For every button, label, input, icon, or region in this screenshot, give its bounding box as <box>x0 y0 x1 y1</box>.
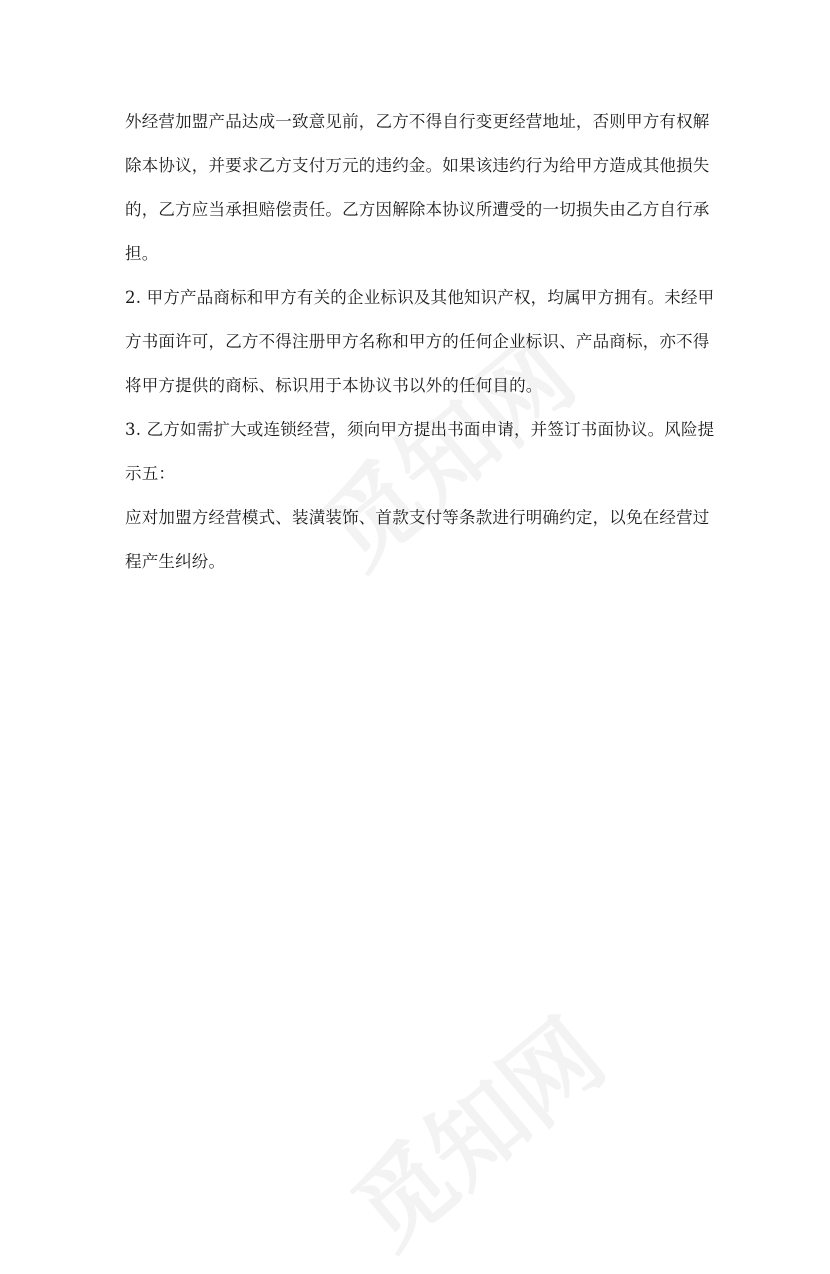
paragraph-continuation: 外经营加盟产品达成一致意见前，乙方不得自行变更经营地址，否则甲方有权解除本协议，并要求乙方支付万元的违约金。如果该违约行为给甲方造成其他损失的，乙方应当承担赔偿责任。乙方因解除本协议所遭受的一切损失由乙方自行承担。 <box>125 112 710 263</box>
paragraph-clause-2: 2. 甲方产品商标和甲方有关的企业标识及其他知识产权，均属甲方拥有。未经甲方书面许可，乙方不得注册甲方名称和甲方的任何企业标识、产品商标，亦不得将甲方提供的商标、标识用于本协议书以外的任何目的。 <box>125 288 715 395</box>
paragraph-clause-3: 3. 乙方如需扩大或连锁经营，须向甲方提出书面申请，并签订书面协议。风险提示五： <box>125 420 715 483</box>
document-body <box>125 100 715 584</box>
watermark <box>320 983 629 1273</box>
paragraph-risk-note: 应对加盟方经营模式、装潢装饰、首款支付等条款进行明确约定，以免在经营过程产生纠纷。 <box>125 508 710 571</box>
